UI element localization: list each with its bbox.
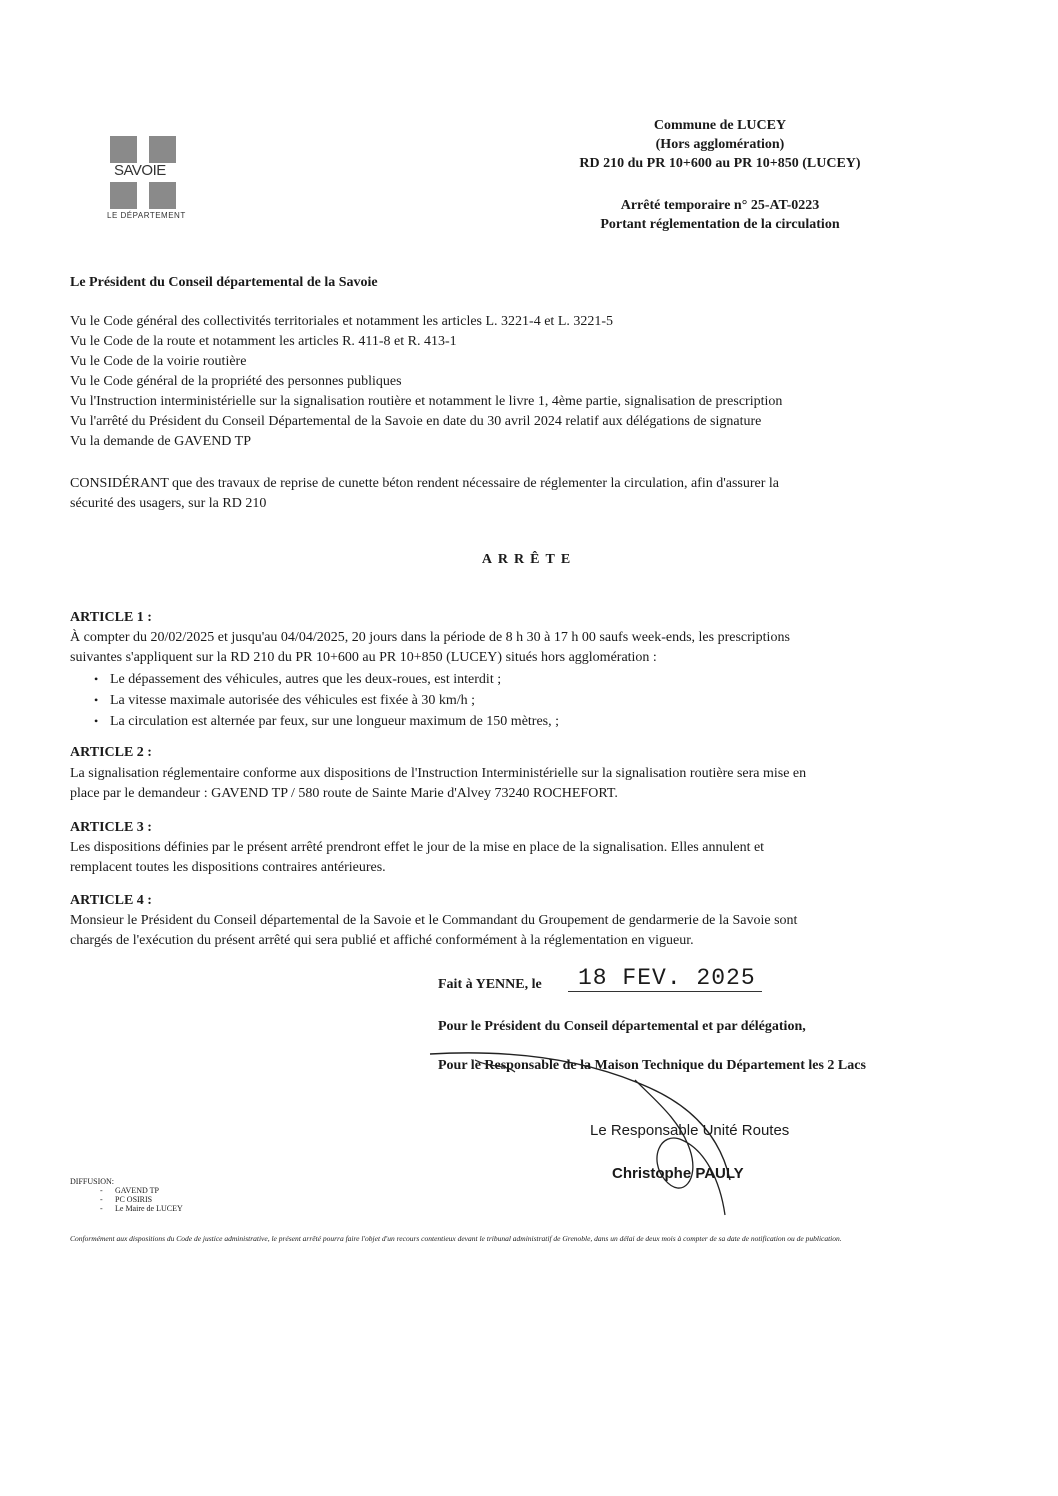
diffusion-list: [70, 1186, 183, 1213]
delegation-line-1: Pour le Président du Conseil départemental et par délégation,: [438, 1019, 806, 1034]
vu-line: Vu l'arrêté du Président du Conseil Départemental de la Savoie en date du 30 avril 2024 relatif aux délégations de signature: [70, 414, 762, 429]
header-zone: (Hors agglomération): [655, 137, 785, 152]
responsable-role: Le Responsable Unité Routes: [590, 1122, 790, 1139]
article-line: remplacent toutes les dispositions contraires antérieures.: [70, 860, 386, 875]
considerant-line: CONSIDÉRANT que des travaux de reprise de cunette béton rendent nécessaire de réglementer la circulation, afin d'assurer la: [70, 476, 779, 491]
arrete-subject: Portant réglementation de la circulation: [600, 217, 840, 232]
article-line: À compter du 20/02/2025 et jusqu'au 04/04/2025, 20 jours dans la période de 8 h 30 à 17 h 00 saufs week-ends, les prescriptions: [70, 630, 790, 645]
article-1-title: ARTICLE 1 :: [70, 610, 152, 625]
date-stamp: 18 FEV. 2025: [568, 965, 762, 992]
article-line: Les dispositions définies par le présent arrêté prendront effet le jour de la mise en place de la signalisation. Elles annulent et: [70, 840, 765, 855]
article-line: La signalisation réglementaire conforme aux dispositions de l'Instruction Interministérielle sur la signalisation routière sera mise en: [70, 766, 807, 781]
responsable-name: Christophe PAULY: [612, 1165, 744, 1182]
list-item: - Le Maire de LUCEY: [100, 1204, 183, 1213]
considerant: [70, 474, 779, 514]
article-line: suivantes s'appliquent sur la RD 210 du PR 10+600 au PR 10+850 (LUCEY) situés hors agglomération :: [70, 650, 657, 665]
header-block: [520, 116, 920, 173]
president-heading: Le Président du Conseil départemental de la Savoie: [70, 275, 378, 290]
article-1-text: [70, 628, 790, 668]
legal-footnote: Conformément aux dispositions du Code de justice administrative, le présent arrêté pourra faire l'objet d'un recours contentieux devant le tribunal administratif de Grenoble, dans un délai de deux mois à compter de sa date de notification ou de publication.: [70, 1234, 842, 1243]
article-4-title: ARTICLE 4 :: [70, 893, 152, 908]
vu-line: Vu la demande de GAVEND TP: [70, 434, 252, 449]
header-commune: Commune de LUCEY: [653, 118, 787, 133]
diffusion-block: [70, 1177, 183, 1213]
article-1-bullets: [94, 669, 559, 732]
logo-subtitle: LE DÉPARTEMENT: [107, 211, 186, 220]
considerant-line: sécurité des usagers, sur la RD 210: [70, 496, 267, 511]
diffusion-title: DIFFUSION:: [70, 1177, 115, 1186]
list-item: • La circulation est alternée par feux, sur une longueur maximum de 150 mètres, ;: [94, 711, 559, 732]
arrete-number: Arrêté temporaire n° 25-AT-0223: [620, 198, 820, 213]
list-item: - GAVEND TP: [100, 1186, 183, 1195]
vus-list: [70, 312, 782, 452]
article-line: chargés de l'exécution du présent arrêté qui sera publié et affiché conformément à la réglementation en vigueur.: [70, 933, 694, 948]
article-line: place par le demandeur : GAVEND TP / 580 route de Sainte Marie d'Alvey 73240 ROCHEFORT.: [70, 786, 618, 801]
logo-square-icon: [110, 182, 137, 209]
list-item: • Le dépassement des véhicules, autres que les deux-roues, est interdit ;: [94, 669, 559, 690]
logo-square-icon: [149, 136, 176, 163]
vu-line: Vu le Code de la route et notamment les articles R. 411-8 et R. 413-1: [70, 334, 457, 349]
article-3-text: [70, 838, 764, 878]
logo-square-icon: [110, 136, 137, 163]
header-road: RD 210 du PR 10+600 au PR 10+850 (LUCEY): [579, 156, 861, 171]
article-4-text: [70, 911, 797, 951]
vu-line: Vu l'Instruction interministérielle sur la signalisation routière et notamment le livre 1, 4ème partie, signalisation de prescription: [70, 394, 783, 409]
delegation-line-2: Pour le Responsable de la Maison Technique du Département les 2 Lacs: [438, 1058, 866, 1073]
list-item: - PC OSIRIS: [100, 1195, 183, 1204]
vu-line: Vu le Code général des collectivités territoriales et notamment les articles L. 3221-4 et L. 3221-5: [70, 314, 614, 329]
vu-line: Vu le Code de la voirie routière: [70, 354, 247, 369]
header-arrete-block: [520, 196, 920, 234]
logo-square-icon: [149, 182, 176, 209]
article-3-title: ARTICLE 3 :: [70, 820, 152, 835]
list-item: • La vitesse maximale autorisée des véhicules est fixée à 30 km/h ;: [94, 690, 559, 711]
article-2-title: ARTICLE 2 :: [70, 745, 152, 760]
article-2-text: [70, 764, 806, 804]
fait-a: Fait à YENNE, le: [438, 977, 542, 992]
vu-line: Vu le Code général de la propriété des personnes publiques: [70, 374, 402, 389]
article-line: Monsieur le Président du Conseil départemental de la Savoie et le Commandant du Groupement de gendarmerie de la Savoie sont: [70, 913, 798, 928]
logo-name: SAVOIE: [114, 162, 166, 179]
arrete-heading: ARRÊTE: [481, 552, 577, 567]
